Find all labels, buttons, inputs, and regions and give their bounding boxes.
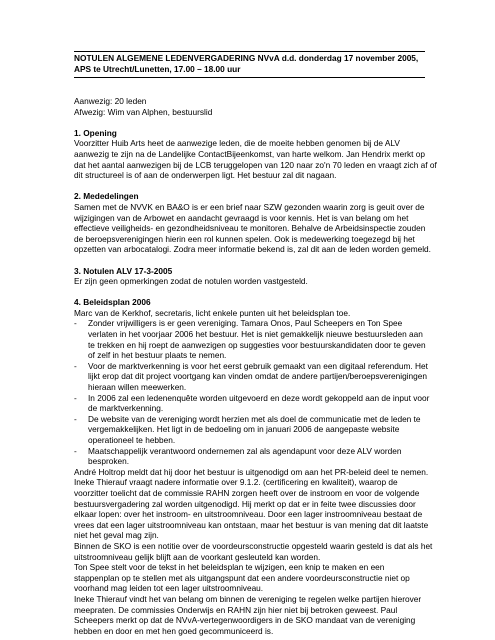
title-line: APS te Utrecht/Lunetten, 17.00 – 18.00 uur bbox=[74, 64, 241, 74]
paragraph-line: bestuursvergadering zal worden uitgenodigd. Hij merkt op dat er in feite twee discussies door bbox=[74, 498, 416, 509]
bullet-line: verlaten in het voorjaar 2006 het bestuur. Het is niet gemakkelijk nieuwe bestuursleden aan bbox=[88, 329, 423, 340]
paragraph-line: aanwezig te zijn na de Landelijke ContactBijeenkomst, van harte welkom. Jan Hendrix merkt op bbox=[74, 148, 425, 159]
paragraph-line: Voorzitter Huib Arts heet de aanwezige leden, die de moeite hebben genomen bij de ALV bbox=[74, 138, 400, 149]
bullet-item bbox=[74, 446, 430, 467]
section-heading: 3. Notulen ALV 17-3-2005 bbox=[74, 265, 173, 276]
bullet-dash: - bbox=[74, 445, 77, 456]
paragraph-line: stappenplan op te stellen met als uitgangspunt dat een andere voordeursconstructie niet op bbox=[74, 572, 410, 583]
bullet-line: De website van de vereniging wordt herzien met als doel de communicatie met de leden te bbox=[88, 413, 421, 424]
paragraph-line: niet het geval mag zijn. bbox=[74, 530, 159, 541]
bullet-line: de marktverkenning. bbox=[88, 403, 164, 414]
bullet-dash: - bbox=[74, 413, 77, 424]
bullet-item bbox=[74, 414, 430, 446]
paragraph-line: hebben en door en met hen goed gecommuniceerd is. bbox=[74, 625, 274, 636]
paragraph-line: Er zijn geen opmerkingen zodat de notulen worden vastgesteld. bbox=[74, 276, 308, 287]
bullet-line: Zonder vrijwilligers is er geen vereniging. Tamara Onos, Paul Scheepers en Ton Spee bbox=[88, 318, 403, 329]
paragraph-line: uitstroomniveau gelijk blijft aan de voorkant gesleuteld kan worden. bbox=[74, 551, 321, 562]
paragraph-line: Ineke Thierauf vindt het van belang om binnen de vereniging te regelen welke partijen hierover bbox=[74, 593, 422, 604]
bullet-item bbox=[74, 318, 430, 360]
paragraph-line: wijzigingen van de Arbowet en aandacht gevraagd is voor kennis. Het is van belang om het bbox=[74, 212, 409, 223]
bullet-item bbox=[74, 393, 430, 414]
bullet-line: besproken. bbox=[88, 456, 130, 467]
paragraph-line: de beroepsverenigingen hierin een rol kunnen spelen. Ook is medewerking toegezegd bij het bbox=[74, 233, 415, 244]
paragraph-line: Marc van de Kerkhof, secretaris, licht enkele punten uit het beleidsplan toe. bbox=[74, 307, 351, 318]
bullet-line: lijkt erop dat dit project voortgang kan vinden omdat de andere partijen/beroepsverenigingen bbox=[88, 371, 428, 382]
bullet-line: Maatschappelijk verantwoord ondernemen zal als agendapunt voor deze ALV worden bbox=[88, 445, 402, 456]
bullet-line: of zelf in het bestuur plaats te nemen. bbox=[88, 350, 227, 361]
bullet-line: Voor de marktverkenning is voor het eerst gebruik gemaakt van een digitaal referendum. Het bbox=[88, 360, 428, 371]
paragraph-line: voorhand mag leiden tot een lager uitstroomniveau. bbox=[74, 583, 264, 594]
paragraph-line: Scheepers merkt op dat de NVvA-vertegenwoordigers in de SKO mandaat van de vereniging bbox=[74, 615, 416, 626]
bullet-dash: - bbox=[74, 392, 77, 403]
bullet-line: In 2006 zal een ledenenquête worden uitgevoerd en deze wordt gekoppeld aan de input voor bbox=[88, 392, 430, 403]
attendance-absent: Afwezig: Wim van Alphen, bestuurslid bbox=[74, 106, 213, 117]
bullet-line: operationeel te hebben. bbox=[88, 435, 176, 445]
paragraph-line: meepraten. De commissies Onderwijs en RAHN zijn hier niet bij betroken geweest. Paul bbox=[74, 604, 398, 615]
section-heading: 2. Mededelingen bbox=[74, 191, 139, 202]
section-heading: 1. Opening bbox=[74, 127, 117, 138]
paragraph-line: Ton Spee stelt voor de tekst in het beleidsplan te wijzigen, een knip te maken en een bbox=[74, 562, 385, 573]
title-line: NOTULEN ALGEMENE LEDENVERGADERING NVvA d.d. donderdag 17 november 2005, bbox=[74, 53, 419, 63]
bullet-dash: - bbox=[74, 318, 77, 329]
section-heading: 4. Beleidsplan 2006 bbox=[74, 297, 151, 308]
paragraph-line: effectieve veiligheids- en gezondheidsniveau te monitoren. Behalve de Arbeidsinspectie zouden bbox=[74, 223, 426, 234]
paragraph-line: Samen met de NVVK en BA&O is er een brief naar SZW gezonden waarin zorg is geuit over de bbox=[74, 201, 425, 212]
paragraph-line: voorzitter toelicht dat de commissie RAHN zorgen heeft over de instroom en voor de volgende bbox=[74, 487, 420, 498]
attendance-present: Aanwezig: 20 leden bbox=[74, 96, 147, 106]
paragraph-line: Binnen de SKO is een notitie over de voordeursconstructie opgesteld waarin gesteld is dat als het bbox=[74, 540, 433, 551]
bullet-line: hieraan willen meewerken. bbox=[88, 382, 187, 393]
paragraph-line: opzetten van arbocatalogi. Zodra meer informatie bekend is, zal dit aan de leden worden gemeld. bbox=[74, 244, 431, 255]
paragraph-line: elkaar lopen: over het instroom- en uitstroomniveau. Door een lager instroomniveau bestaat de bbox=[74, 509, 423, 520]
paragraph-line: vrees dat een lager uitstroomniveau kan ontstaan, maar het bestuur is van mening dat dit laatste bbox=[74, 519, 429, 530]
bullet-dash: - bbox=[74, 360, 77, 371]
paragraph-line: Ineke Thierauf vraagt nadere informatie over 9.1.2. (certificering en kwaliteit), waarop de bbox=[74, 477, 398, 488]
bullet-item bbox=[74, 361, 430, 393]
paragraph-line: dat het aantal aanwezigen bij de LCB teruggelopen van 120 naar zo'n 70 leden en vraagt zich af of bbox=[74, 159, 437, 170]
paragraph-line: André Holtrop meldt dat hij door het bestuur is uitgenodigd om aan het PR-beleid deel te nemen. bbox=[74, 466, 429, 477]
document-body bbox=[74, 96, 437, 636]
bullet-line: te trekken en hij roept de aanwezigen op suggesties voor bestuurskandidaten door te geven bbox=[88, 339, 426, 350]
paragraph-line: dit structureel is of aan de onderwerpen ligt. Het bestuur zal dit nagaan. bbox=[74, 170, 337, 181]
document-title bbox=[74, 51, 425, 78]
bullet-line: vergemakkelijken. Het ligt in de bedoeling om in januari 2006 de aangepaste website bbox=[88, 424, 400, 435]
